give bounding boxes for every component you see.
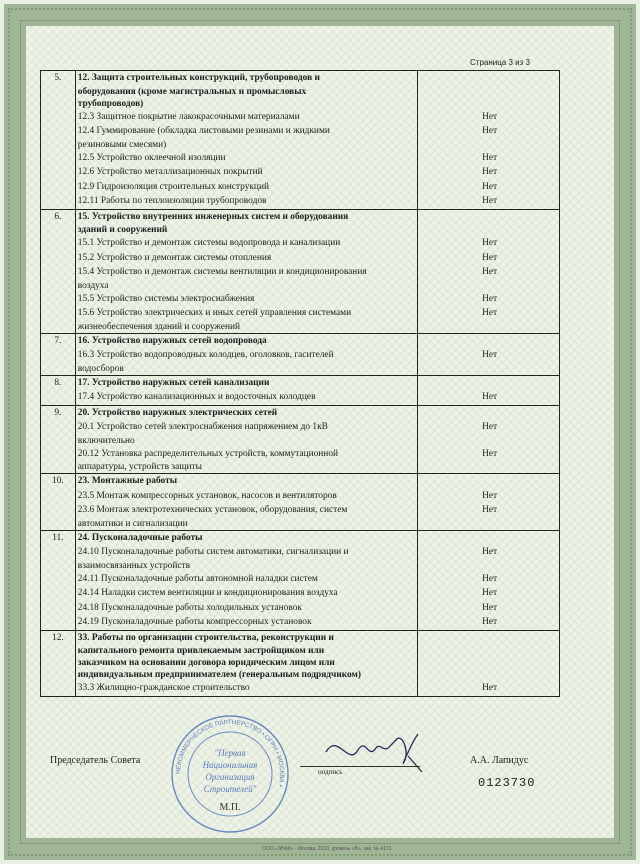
work-item-value: Нет: [482, 573, 498, 584]
section-heading: 16. Устройство наружных сетей водопровода: [77, 335, 267, 346]
work-item-text: взаимосвязанных устройств: [77, 560, 191, 571]
section-heading: зданий и сооружений: [77, 225, 168, 235]
work-item-text: 24.11 Пусконаладочные работы автономной наладки систем: [77, 573, 318, 584]
work-item-value: Нет: [482, 350, 498, 360]
section-values: [418, 375, 560, 405]
work-item-text: 16.3 Устройство водопроводных колодцев, оголовков, гасителей: [77, 350, 334, 360]
section-values: [418, 530, 560, 630]
work-item-value: Нет: [482, 293, 498, 304]
work-item-text: 12.11 Работы по теплоизоляции трубопроводов: [77, 196, 267, 206]
section-description: [75, 375, 417, 405]
value-spacer: [418, 210, 559, 225]
section-heading: индивидуальным предпринимателем (генеральным подрядчиком): [77, 670, 362, 680]
stamp-ring-text: НЕКОММЕРЧЕСКОЕ ПАРТНЕРСТВО • ОГРН • МОСКВА •: [174, 718, 286, 788]
stamp-line-3: Организация: [205, 772, 255, 782]
work-item-value: Нет: [482, 252, 498, 263]
work-item-text: 15.2 Устройство и демонтаж системы отопления: [77, 252, 272, 263]
section-description: [75, 405, 417, 474]
value-spacer: [418, 669, 559, 681]
value-spacer: [418, 435, 559, 447]
work-item-text: 12.4 Гуммирование (обкладка листовыми резинами и жидкими: [77, 126, 330, 136]
section-number: 12.: [41, 630, 76, 696]
work-item-value: Нет: [482, 588, 498, 598]
work-item-text: 12.9 Гидроизоляция строительных конструкций: [77, 181, 269, 192]
work-item-value: Нет: [482, 448, 498, 459]
value-spacer: [418, 71, 559, 86]
value-spacer: [418, 334, 559, 349]
section-heading: 15. Устройство внутренних инженерных систем и оборудования: [77, 211, 349, 222]
section-heading: заказчиком на основании договора юридическим лицом или: [77, 658, 335, 668]
serial-number: 0123730: [478, 776, 536, 790]
section-description: [75, 630, 417, 696]
value-spacer: [418, 363, 559, 375]
value-spacer: [418, 474, 559, 489]
section-heading: 12. Защита строительных конструкций, трубопроводов и: [77, 73, 320, 83]
value-spacer: [418, 406, 559, 421]
work-item-text: 20.12 Установка распределительных устройств, коммутационной: [77, 448, 339, 459]
section-heading: трубопроводов): [77, 98, 144, 109]
section-row: [41, 333, 560, 375]
work-item-value: Нет: [482, 683, 498, 693]
stamp-mp: М.П.: [219, 802, 241, 813]
work-item-text: 15.4 Устройство и демонтаж системы вентиляции и кондиционирования: [77, 267, 367, 277]
section-number: 8.: [41, 375, 76, 405]
work-item-text: 23.6 Монтаж электротехнических установок, оборудования, систем: [77, 505, 348, 515]
value-spacer: [418, 645, 559, 657]
work-item-text: 20.1 Устройство сетей электроснабжения напряжением до 1кВ: [77, 422, 328, 432]
section-values: [418, 630, 560, 696]
section-heading: капитального ремонта привлекаемым застройщиком или: [77, 646, 325, 656]
work-item-text: 24.14 Наладки систем вентиляции и кондиционирования воздуха: [77, 588, 338, 598]
section-row: [41, 375, 560, 405]
work-item-text: 24.19 Пусконаладочные работы компрессорных установок: [77, 617, 312, 627]
value-spacer: [418, 560, 559, 572]
section-description: [75, 333, 417, 375]
section-description: [75, 71, 417, 210]
section-number: 11.: [41, 530, 76, 630]
section-number: 9.: [41, 405, 76, 474]
value-spacer: [418, 224, 559, 236]
section-number: 7.: [41, 333, 76, 375]
signature-label: подпись: [318, 768, 343, 776]
section-row: [41, 630, 560, 696]
value-spacer: [418, 657, 559, 669]
work-item-text: автоматики и сигнализации: [77, 518, 188, 529]
print-note: ООО «ЗНАК» - Москва, 2010, уровень «В», зак. № 4171: [262, 846, 392, 852]
work-item-text: 12.3 Защитное покрытие лакокрасочными материалами: [77, 111, 300, 122]
chairman-name: А.А. Лапидус: [470, 755, 529, 766]
section-values: [418, 209, 560, 333]
section-row: [41, 71, 560, 210]
work-item-value: Нет: [482, 267, 498, 277]
section-heading: оборудования (кроме магистральных и промысловых: [77, 86, 307, 97]
section-row: [41, 405, 560, 474]
work-item-value: Нет: [482, 238, 498, 248]
section-row: [41, 530, 560, 630]
work-item-text: 23.5 Монтаж компрессорных установок, насосов и вентиляторов: [77, 490, 337, 501]
section-values: [418, 474, 560, 531]
section-heading: 17. Устройство наружных сетей канализации: [77, 377, 270, 388]
work-item-text: 24.10 Пусконаладочные работы систем автоматики, сигнализации и: [77, 547, 349, 557]
work-item-value: Нет: [482, 490, 498, 501]
work-item-value: Нет: [482, 167, 498, 177]
work-item-value: Нет: [482, 196, 498, 206]
work-item-text: водосборов: [77, 363, 124, 374]
value-spacer: [418, 139, 559, 151]
section-number: 10.: [41, 474, 76, 531]
value-spacer: [418, 86, 559, 98]
work-item-text: 12.5 Устройство оклеечной изоляции: [77, 152, 226, 163]
work-item-value: Нет: [482, 547, 498, 557]
work-item-value: Нет: [482, 126, 498, 136]
value-spacer: [418, 631, 559, 646]
work-item-value: Нет: [482, 181, 498, 192]
stamp-seal: [168, 712, 292, 836]
value-spacer: [418, 321, 559, 333]
stamp-line-2: Национальная: [202, 760, 258, 770]
value-spacer: [418, 461, 559, 473]
signature-line: [300, 766, 420, 767]
section-description: [75, 474, 417, 531]
stamp-line-1: "Первая: [214, 748, 246, 758]
section-values: [418, 71, 560, 210]
work-item-text: 15.1 Устройство и демонтаж системы водопровода и канализации: [77, 238, 341, 248]
work-item-text: жизнеобеспечения зданий и сооружений: [77, 321, 240, 332]
work-item-value: Нет: [482, 111, 498, 122]
value-spacer: [418, 531, 559, 546]
work-item-value: Нет: [482, 392, 498, 402]
work-item-value: Нет: [482, 505, 498, 515]
work-item-text: 12.6 Устройство металлизационных покрытий: [77, 167, 263, 177]
value-spacer: [418, 376, 559, 391]
work-item-text: 17.4 Устройство канализационных и водосточных колодцев: [77, 392, 316, 402]
section-number: 6.: [41, 209, 76, 333]
section-row: [41, 474, 560, 531]
works-table: [40, 70, 560, 697]
work-item-text: 15.5 Устройство системы электроснабжения: [77, 293, 255, 304]
value-spacer: [418, 280, 559, 292]
section-heading: 20. Устройство наружных электрических сетей: [77, 407, 278, 418]
section-heading: 33. Работы по организации строительства, реконструкции и: [77, 632, 334, 643]
section-number: 5.: [41, 71, 76, 210]
work-item-text: воздуха: [77, 280, 109, 291]
stamp-line-4: Строителей": [203, 784, 257, 794]
section-description: [75, 209, 417, 333]
section-values: [418, 405, 560, 474]
work-item-text: 24.18 Пусконаладочные работы холодильных установок: [77, 602, 302, 613]
work-item-value: Нет: [482, 152, 498, 163]
work-item-text: аппаратуры, устройств защиты: [77, 462, 202, 472]
work-item-text: включительно: [77, 435, 135, 446]
value-spacer: [418, 98, 559, 110]
work-item-value: Нет: [482, 422, 498, 432]
section-description: [75, 530, 417, 630]
section-row: [41, 209, 560, 333]
section-values: [418, 333, 560, 375]
value-spacer: [418, 518, 559, 530]
chairman-label: Председатель Совета: [50, 755, 141, 766]
page-number: Страница 3 из 3: [470, 58, 530, 67]
work-item-value: Нет: [482, 617, 498, 627]
work-item-value: Нет: [482, 308, 498, 318]
work-item-text: резиновыми смесями): [77, 139, 167, 150]
work-item-value: Нет: [482, 602, 498, 613]
work-item-text: 33.3 Жилищно-гражданское строительство: [77, 683, 250, 693]
section-heading: 24. Пусконаладочные работы: [77, 532, 203, 543]
section-heading: 23. Монтажные работы: [77, 476, 178, 486]
work-item-text: 15.6 Устройство электрических и иных сетей управления системами: [77, 308, 352, 318]
